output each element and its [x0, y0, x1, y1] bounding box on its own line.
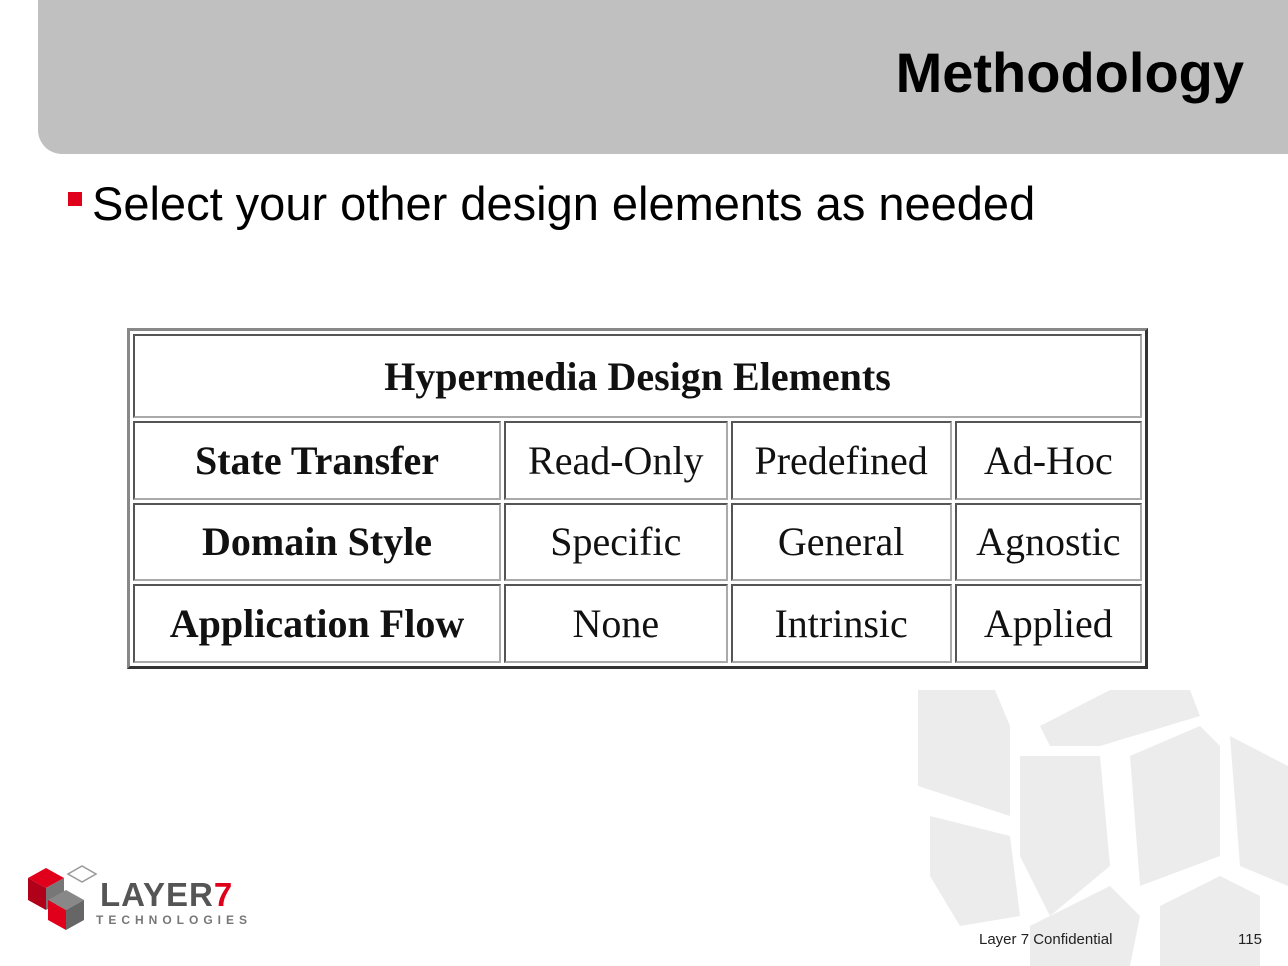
table-caption: Hypermedia Design Elements — [133, 334, 1142, 418]
table-row — [133, 421, 1142, 500]
table-cell: Applied — [955, 584, 1142, 663]
logo-wordmark — [100, 876, 233, 914]
table-row — [133, 584, 1142, 663]
table-cell: Read-Only — [504, 421, 728, 500]
row-header: Domain Style — [133, 503, 501, 582]
table-cell: Ad-Hoc — [955, 421, 1142, 500]
logo-name: LAYER — [100, 876, 214, 913]
page-number: 115 — [1238, 931, 1262, 948]
row-header: State Transfer — [133, 421, 501, 500]
bullet-text: Select your other design elements as needed — [92, 177, 1036, 230]
table-caption-row — [133, 334, 1142, 418]
logo-number: 7 — [213, 876, 234, 913]
hypermedia-design-table — [127, 328, 1148, 669]
table-cell: Agnostic — [955, 503, 1142, 582]
footer-confidential: Layer 7 Confidential — [979, 931, 1113, 948]
table-cell: Intrinsic — [731, 584, 952, 663]
table-row — [133, 503, 1142, 582]
row-header: Application Flow — [133, 584, 501, 663]
cube-watermark-icon — [900, 686, 1288, 966]
bullet-marker-icon — [68, 192, 82, 206]
logo-tagline: TECHNOLOGIES — [96, 913, 253, 927]
slide-title: Methodology — [895, 41, 1244, 104]
table-cell: Specific — [504, 503, 728, 582]
table-cell: None — [504, 584, 728, 663]
bullet-item — [68, 176, 1035, 232]
table-cell: Predefined — [731, 421, 952, 500]
table-cell: General — [731, 503, 952, 582]
